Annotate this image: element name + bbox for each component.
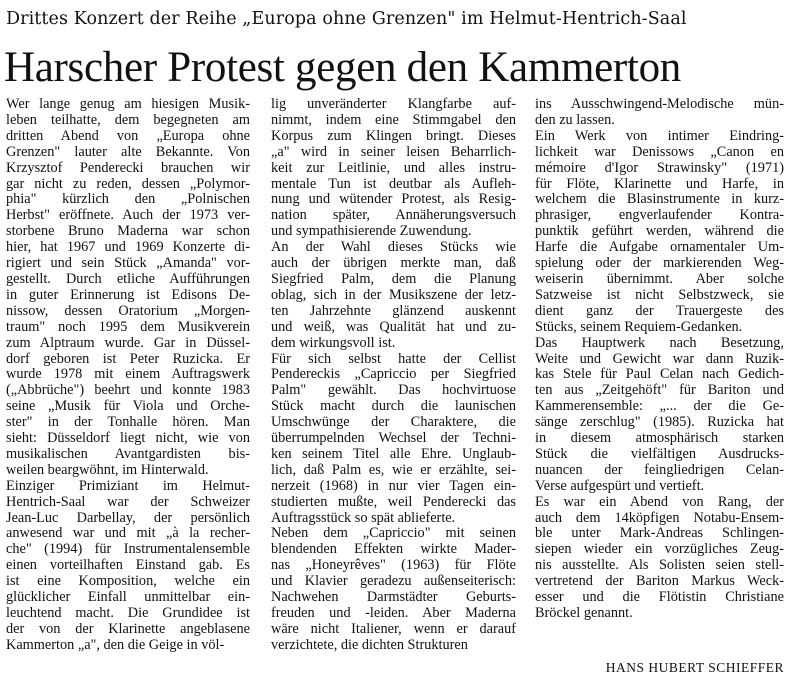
text-line: auch dem 14köpfigen Notabu-Ensem- <box>535 509 784 526</box>
text-line: und weiß, was Qualität hat und zu- <box>271 318 516 335</box>
text-line: esser und die Flötistin Christiane <box>535 589 784 606</box>
text-line: rigiert und sein Stück „Amanda" vor- <box>6 255 250 272</box>
text-line: nas „Honeyrêves" (1963) für Flöte <box>271 557 516 574</box>
text-line: gestellt. Durch etliche Aufführungen <box>6 270 250 287</box>
text-line: ist eine Komposition, welche ein <box>6 573 250 590</box>
text-line: Kammerensemble: „... der die Ge- <box>535 398 784 415</box>
text-line: wäre nicht Italiener, wenn er darauf <box>271 620 516 637</box>
text-line: Hentrich-Saal war der Schweizer <box>6 493 250 510</box>
text-line: oblag, sich in der Musikszene der letz- <box>271 286 516 303</box>
text-line: Ein Werk von intimer Eindring- <box>535 127 784 144</box>
text-line: Bröckel genannt. <box>535 605 633 621</box>
text-line: lig unveränderter Klangfarbe auf- <box>271 96 516 112</box>
text-line: storbene Bruno Maderna war schon <box>6 223 250 240</box>
text-line: der von der Klarinette angeblasene <box>6 620 250 637</box>
text-line: lichkeit war Denissows „Canon en <box>535 143 784 160</box>
text-line: Harfe die Aufgabe ornamentaler Um- <box>535 239 784 256</box>
text-line: ins Ausschwingend-Melodische mün- <box>535 96 784 112</box>
text-line: Siegfried Palm, dem die Planung <box>271 270 516 287</box>
text-line: mentale Tun ist deutbar als Aufleh- <box>271 175 516 192</box>
text-line: Wer lange genug am hiesigen Musik- <box>6 96 250 112</box>
text-line: hier, hat 1967 und 1969 Konzerte di- <box>6 239 250 256</box>
text-line: nation später, Annäherungsversuch <box>271 207 516 224</box>
text-line: ble unter Mark-Andreas Schlingen- <box>535 525 784 542</box>
text-line: Das Hauptwerk nach Besetzung, <box>535 334 784 351</box>
text-line: musikalischen Avantgardisten bis- <box>6 445 250 462</box>
text-line: ken seinem Titel alle Ehre. Unglaub- <box>271 445 516 462</box>
text-line: nerzeit (1968) in nur vier Tagen ein- <box>271 477 516 494</box>
article-column-1 <box>6 97 250 654</box>
text-line: punktik geführt werden, während die <box>535 223 784 240</box>
text-line: Weite und Gewicht war dann Ruzik- <box>535 350 784 367</box>
text-line: glücklicher Einfall unmittelbar ein- <box>6 589 250 606</box>
text-line: in diesem atmosphärisch starken <box>535 430 784 447</box>
text-line: auch der übrigen merkte man, daß <box>271 255 516 272</box>
text-line: („Abbrüche") beehrt und konnte 1983 <box>6 382 250 399</box>
text-line: Grenzen" lauter alte Bekannte. Von <box>6 143 250 160</box>
text-line: weiserin übernimmt. Aber solche <box>535 270 784 287</box>
text-line: gar nicht zu reden, dessen „Polymor- <box>6 175 250 192</box>
text-line: verzichtete, die dichten Strukturen <box>271 636 468 653</box>
text-line: welchem die Blasinstrumente in kurz- <box>535 191 784 208</box>
text-line: Stück macht durch die launischen <box>271 398 516 415</box>
text-line: nis ausstellte. Als Solisten seien stell- <box>535 557 784 574</box>
text-line: Stück die vielfältigen Ausdrucks- <box>535 445 784 462</box>
text-line: Korpus zum Klingen bringt. Dieses <box>271 127 516 144</box>
text-line: traum" noch 1995 dem Musikverein <box>6 318 250 335</box>
text-line: weilen beargwöhnt, im Hinterwald. <box>6 461 209 478</box>
text-line: den zu lassen. <box>535 111 615 128</box>
text-line: zum Alptraum wurde. Gar in Düssel- <box>6 334 250 351</box>
text-line: Auftragsstück so spät ablieferte. <box>271 509 456 526</box>
text-line: wurde 1978 mit einem Auftragswerk <box>6 366 250 383</box>
text-line: Stücks, seinem Requiem-Gedanken. <box>535 318 743 335</box>
text-line: nissow, dessen Oratorium „Morgen- <box>6 302 250 319</box>
text-line: Nachwehen Darmstädter Geburts- <box>271 589 516 606</box>
text-line: Palm" gewählt. Das hochvirtuose <box>271 382 516 399</box>
text-line: mémoire d'Igor Strawinsky" (1971) <box>535 159 784 176</box>
text-line: ster" in der Tonhalle hören. Man <box>6 414 250 431</box>
text-line: phrasiger, engverlaufender Kontra- <box>535 207 784 224</box>
text-line: nimmt, indem eine Stimmgabel den <box>271 111 516 128</box>
text-line: leben teilhatte, dem begegneten am <box>6 111 250 128</box>
text-line: nuancen der feingliedrigen Celan- <box>535 461 784 478</box>
article-column-3 <box>535 97 784 622</box>
text-line: seine „Musik für Viola und Orche- <box>6 398 250 415</box>
text-line: lich, daß Palm es, wie er erzählte, sei- <box>271 461 516 478</box>
text-line: einen vorteilhaften Einstand gab. Es <box>6 557 250 574</box>
text-line: sieht: Düsseldorf liegt nicht, wie von <box>6 430 250 447</box>
text-line: phia" kürzlich den „Polnischen <box>6 191 250 208</box>
text-line: keit zur Leitlinie, und alles instru- <box>271 159 516 176</box>
text-line: Neben dem „Capriccio" mit seinen <box>271 525 516 542</box>
text-line: Krzysztof Penderecki brauchen wir <box>6 159 250 176</box>
text-line: Es war ein Abend von Rang, der <box>535 493 784 510</box>
article-byline: HANS HUBERT SCHIEFFER <box>605 660 784 675</box>
text-line: und Klavier geradezu außenseiterisch: <box>271 573 516 590</box>
article-column-2 <box>271 97 516 654</box>
text-line: nung und wütender Protest, als Resig- <box>271 191 516 208</box>
text-line: Satzweise ist nicht Selbstzweck, sie <box>535 286 784 303</box>
text-line: Jean-Luc Darbellay, der persönlich <box>6 509 250 526</box>
text-line: blendenden Effekten wirkte Mader- <box>271 541 516 558</box>
text-line: siepen wieder ein vorzügliches Zeug- <box>535 541 784 558</box>
text-line: überrumpelnden Wechsel der Techni- <box>271 430 516 447</box>
text-line: che" (1994) für Instrumentalensemble <box>6 541 250 558</box>
article-kicker: Drittes Konzert der Reihe „Europa ohne Grenzen" im Helmut-Hentrich-Saal <box>6 9 687 29</box>
text-line: dritten Abend von „Europa ohne <box>6 127 250 144</box>
text-line: Kammerton „a", den die Geige in völ- <box>6 636 225 653</box>
text-line: anwesend war und mit „à la recher- <box>6 525 250 542</box>
text-line: kas Stele für Paul Celan nach Gedich- <box>535 366 784 383</box>
text-line: Pendereckis „Capriccio per Siegfried <box>271 366 516 383</box>
text-line: dorf geboren ist Peter Ruzicka. Er <box>6 350 250 367</box>
text-line: leuchtend macht. Die Grundidee ist <box>6 605 250 621</box>
text-line: spielung oder der markierenden Weg- <box>535 255 784 272</box>
text-line: Verse aufgespürt und vertieft. <box>535 477 705 494</box>
text-line: für Flöte, Klarinette und Harfe, in <box>535 175 784 192</box>
text-line: An der Wahl dieses Stücks wie <box>271 239 516 256</box>
text-line: dient ganz der Trauergeste des <box>535 302 784 319</box>
text-line: Einziger Primiziant im Helmut- <box>6 477 250 494</box>
text-line: freuden und -leiden. Aber Maderna <box>271 605 516 621</box>
text-line: und sympathisierende Zuwendung. <box>271 223 472 240</box>
text-line: vertretend der Bariton Markus Weck- <box>535 573 784 590</box>
text-line: Umschwünge der Charaktere, die <box>271 414 516 431</box>
article-headline: Harscher Protest gegen den Kammerton <box>4 44 681 91</box>
text-line: ten aus „Zeitgehöft" für Bariton und <box>535 382 784 399</box>
text-line: studierten mußte, weil Penderecki das <box>271 493 516 510</box>
text-line: Für sich selbst hatte der Cellist <box>271 350 516 367</box>
text-line: in guter Erinnerung ist Edisons De- <box>6 286 250 303</box>
text-line: „a" wird in seiner leisen Beharrlich- <box>271 143 516 160</box>
text-line: ten Jahrzehnte glänzend auskennt <box>271 302 516 319</box>
text-line: sänge zerschlug" (1985). Ruzicka hat <box>535 414 784 431</box>
text-line: Herbst" eröffnete. Auch der 1973 ver- <box>6 207 250 224</box>
text-line: dem wirkungsvoll ist. <box>271 334 396 351</box>
